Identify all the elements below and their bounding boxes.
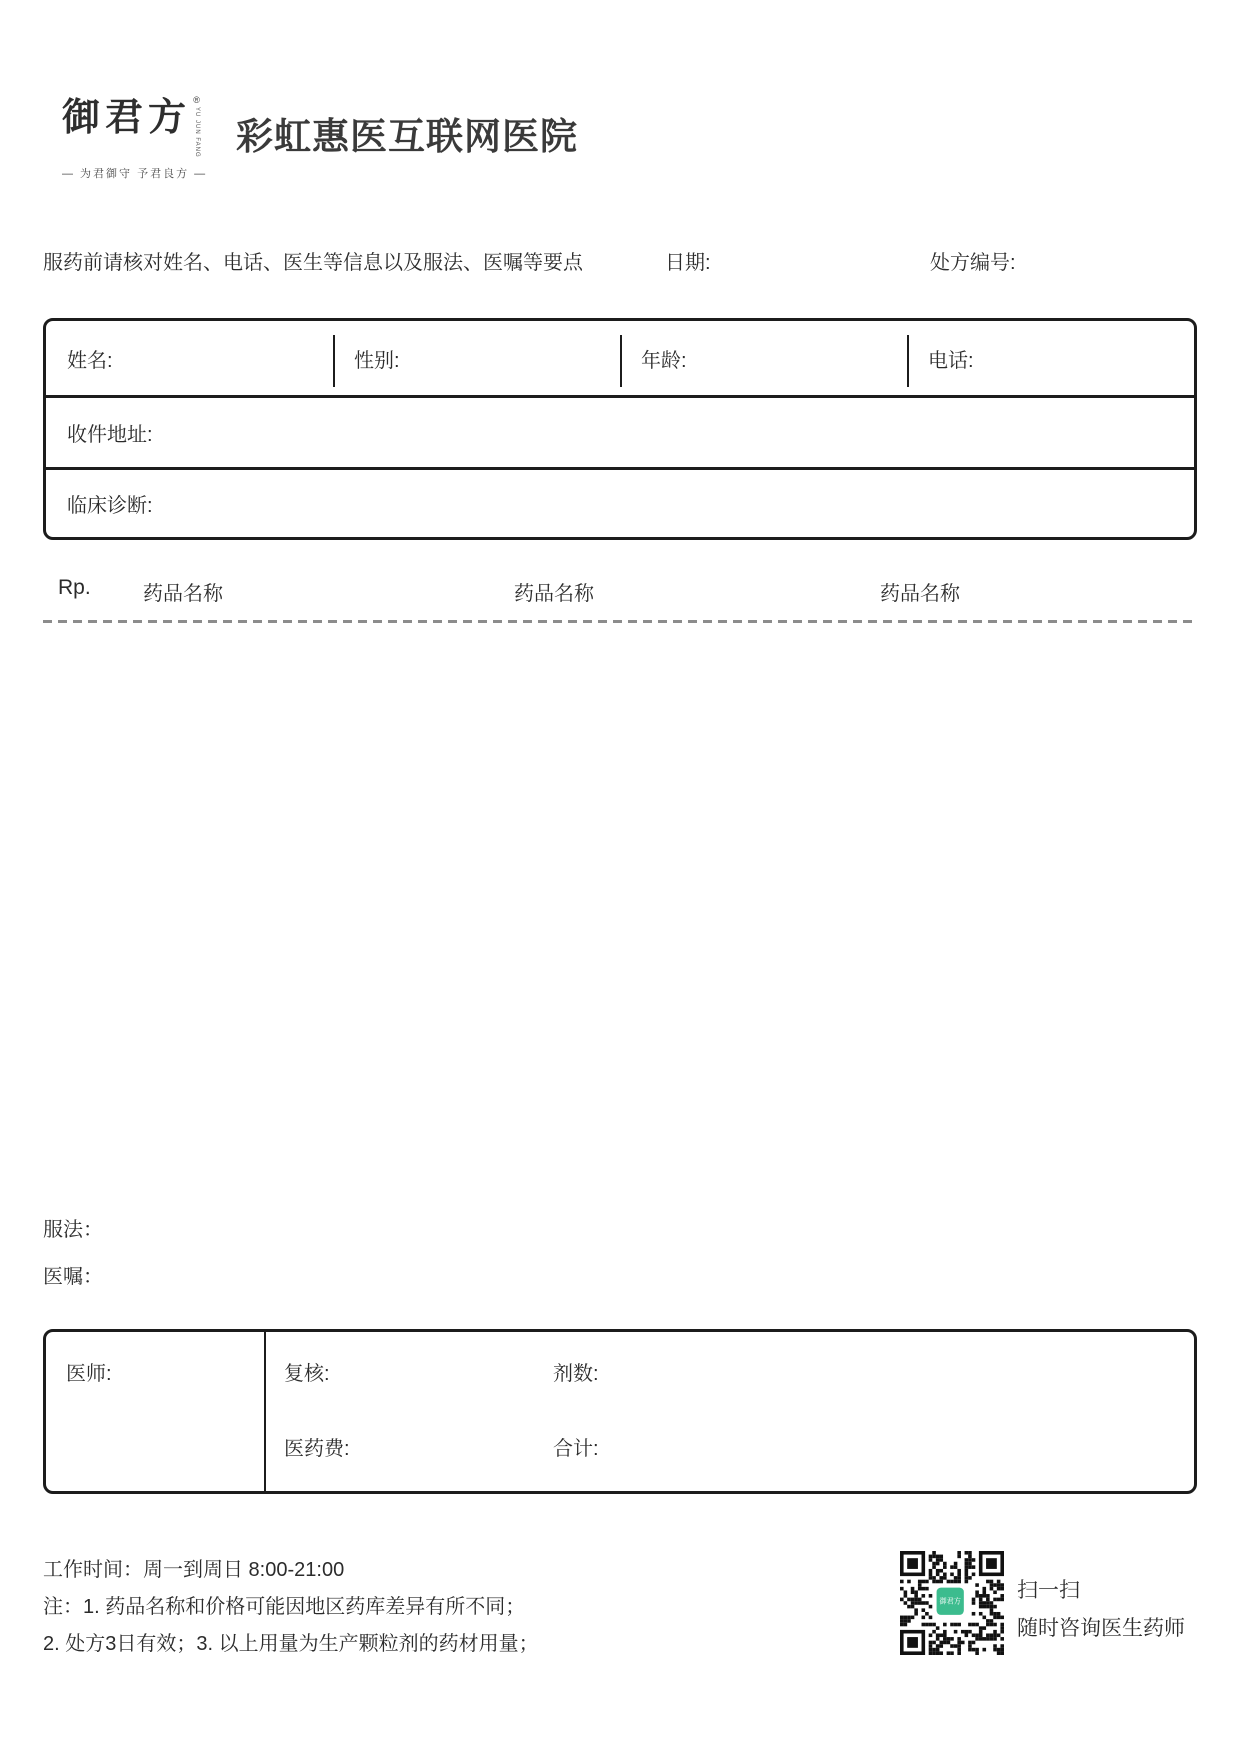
brand-logo-pinyin: YU JUN FANG: [194, 107, 201, 158]
medicine-fee-label: 医药费:: [284, 1438, 350, 1460]
review-label: 复核:: [284, 1363, 330, 1385]
note-line-2: 2. 处方3日有效；3. 以上用量为生产颗粒剂的药材用量；: [43, 1633, 539, 1655]
hospital-title: 彩虹惠医互联网医院: [236, 116, 578, 157]
rx-header-row: [43, 576, 1197, 606]
rp-label: Rp.: [58, 576, 91, 599]
brand-logo-text: 御君方: [62, 94, 192, 139]
meta-row: [43, 246, 1197, 276]
diagnosis-label: 临床诊断:: [67, 495, 153, 517]
address-label: 收件地址:: [67, 424, 153, 446]
drug-name-column-header: 药品名称: [143, 583, 223, 605]
note-line-1: 注：1. 药品名称和价格可能因地区药库差异有所不同；: [43, 1596, 526, 1618]
brand-tagline: — 为君御守 予君良方 —: [62, 167, 208, 180]
scan-hint-title: 扫一扫: [1017, 1579, 1080, 1602]
usage-label: 服法：: [43, 1219, 103, 1241]
patient-info-box: [43, 318, 1197, 540]
advice-label: 医嘱：: [43, 1266, 103, 1288]
date-label: 日期:: [665, 252, 711, 274]
patient-row-basic: [46, 321, 1194, 398]
name-field: [46, 321, 333, 395]
brand-logo: [62, 94, 207, 181]
diagnosis-field: [46, 470, 1194, 537]
signature-box: [43, 1329, 1197, 1494]
rx-number-label: 处方编号:: [930, 252, 1016, 274]
name-label: 姓名:: [67, 349, 113, 372]
gender-field: [333, 321, 620, 395]
doctor-field: [46, 1332, 266, 1491]
total-label: 合计:: [553, 1438, 599, 1460]
age-label: 年龄:: [641, 349, 687, 372]
doctor-label: 医师:: [66, 1363, 112, 1385]
svg-text:御君方: 御君方: [939, 1597, 961, 1606]
phone-label: 电话:: [928, 349, 974, 372]
registered-mark-icon: ®: [193, 95, 200, 105]
pre-check-notice: 服药前请核对姓名、电话、医生等信息以及服法、医嘱等要点: [43, 252, 583, 274]
qr-code: [900, 1551, 1004, 1655]
address-field: [46, 398, 1194, 470]
signature-box-right: [266, 1332, 1194, 1491]
gender-label: 性别:: [354, 349, 400, 372]
dose-count-label: 剂数:: [553, 1363, 599, 1385]
drug-name-column-header: 药品名称: [880, 583, 960, 605]
scan-hint-desc: 随时咨询医生药师: [1017, 1617, 1185, 1640]
dashed-separator: [43, 620, 1197, 623]
age-field: [620, 321, 907, 395]
work-hours-text: 工作时间：周一到周日 8:00-21:00: [43, 1559, 345, 1581]
phone-field: [907, 321, 1194, 395]
drug-name-column-header: 药品名称: [514, 583, 594, 605]
